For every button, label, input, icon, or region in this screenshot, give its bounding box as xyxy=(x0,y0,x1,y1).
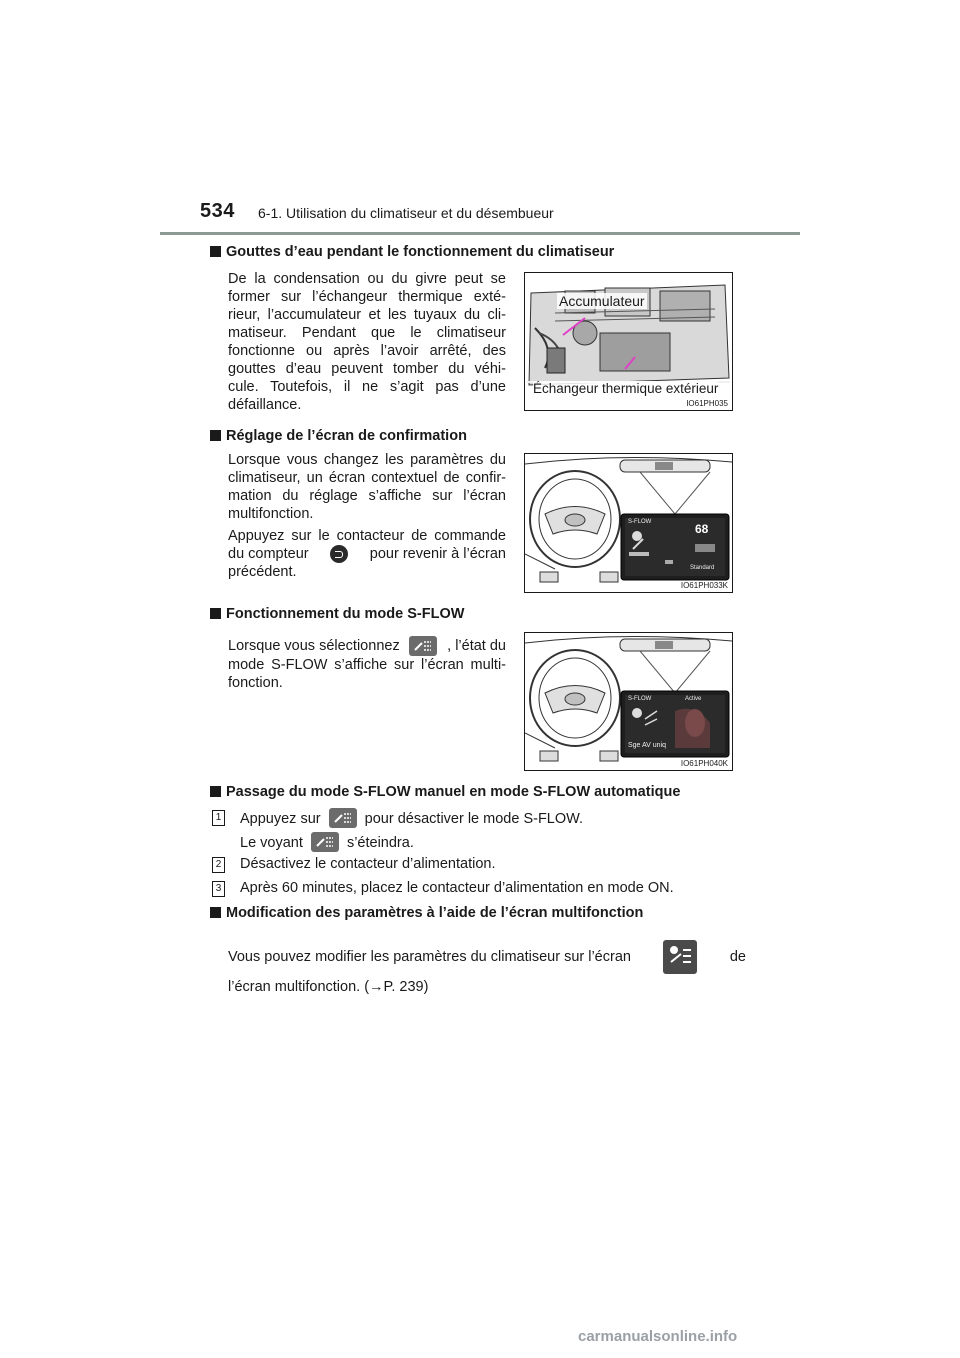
step-3-text: Après 60 minutes, placez le contacteur d’alimentation en mode ON. xyxy=(240,880,674,896)
screen-label-seat: Sge AV uniq xyxy=(628,742,667,749)
bullet-square-icon xyxy=(210,246,221,257)
step-1-text: Appuyez sur pour désactiver le mode S-FLOW. xyxy=(240,808,583,828)
figure-code: IO61PH035 xyxy=(686,399,728,408)
section-title-sflow: Fonctionnement du mode S-FLOW xyxy=(210,606,464,622)
header-rule xyxy=(160,232,800,235)
paragraph-gouttes: De la condensation ou du givre peut se former sur l’échangeur thermique exté- rieur, l’accumulateur et les tuyaux du cli- matiseur. Pendant que le climatiseur fonctionne ou après l’avoir arrêté, des gouttes d’eau peuvent tomber du véhi- cule. Toutefois, il ne s’agit pas d’une défaillance. xyxy=(228,271,506,413)
screen-label-active: Active xyxy=(685,696,702,702)
section-title-reglage: Réglage de l’écran de confirmation xyxy=(210,428,467,444)
section-title-modification: Modification des paramètres à l’aide de l’écran multifonction xyxy=(210,905,643,921)
voyant-text: Le voyant s’éteindra. xyxy=(240,832,414,852)
section-title-passage: Passage du mode S-FLOW manuel en mode S-FLOW automatique xyxy=(210,784,680,800)
section-title-gouttes: Gouttes d’eau pendant le fonctionnement du climatiseur xyxy=(210,244,614,260)
screen-label-sflow: S-FLOW xyxy=(628,696,652,702)
screen-label-standard: Standard xyxy=(690,565,715,571)
figure-engine-bay xyxy=(524,272,733,411)
watermark: carmanualsonline.info xyxy=(578,1328,738,1345)
sflow-indicator-icon xyxy=(311,832,339,852)
sflow-icon xyxy=(409,636,437,656)
sflow-icon xyxy=(329,808,357,828)
bullet-square-icon xyxy=(210,608,221,619)
step-number: 1 xyxy=(212,810,225,826)
climate-screen-icon xyxy=(663,940,697,974)
back-switch-icon xyxy=(330,545,348,563)
label-accumulateur: Accumulateur xyxy=(559,293,645,309)
step-number: 2 xyxy=(212,857,225,873)
paragraph-modification: Vous pouvez modifier les paramètres du climatiseur sur l’écran de l’écran multifonction. (→P. 239) xyxy=(228,940,746,1000)
figure-code: IO61PH033K xyxy=(680,581,728,590)
screen-temp: 68 xyxy=(695,522,709,536)
figure-dashboard-confirm xyxy=(524,453,733,593)
chapter-title: 6-1. Utilisation du climatiseur et du désembueur xyxy=(258,205,554,221)
bullet-square-icon xyxy=(210,430,221,441)
step-number: 3 xyxy=(212,881,225,897)
bullet-square-icon xyxy=(210,786,221,797)
paragraph-sflow: Lorsque vous sélectionnez , l’état du mode S-FLOW s’affiche sur l’écran multi- fonction. xyxy=(228,638,506,691)
page-number: 534 xyxy=(200,200,235,222)
screen-label-sflow: S-FLOW xyxy=(628,519,652,525)
bullet-square-icon xyxy=(210,907,221,918)
paragraph-reglage-1: Lorsque vous changez les paramètres du climatiseur, un écran contextuel de confir- mation du réglage s’affiche sur l’écran multifonction. xyxy=(228,452,506,522)
label-echangeur: Échangeur thermique extérieur xyxy=(533,381,719,396)
paragraph-reglage-2: Appuyez sur le contacteur de commande du compteur pour revenir à l’écran précédent. xyxy=(228,528,506,580)
figure-dashboard-sflow xyxy=(524,632,733,771)
figure-code: IO61PH040K xyxy=(680,759,728,768)
step-2-text: Désactivez le contacteur d’alimentation. xyxy=(240,856,496,872)
